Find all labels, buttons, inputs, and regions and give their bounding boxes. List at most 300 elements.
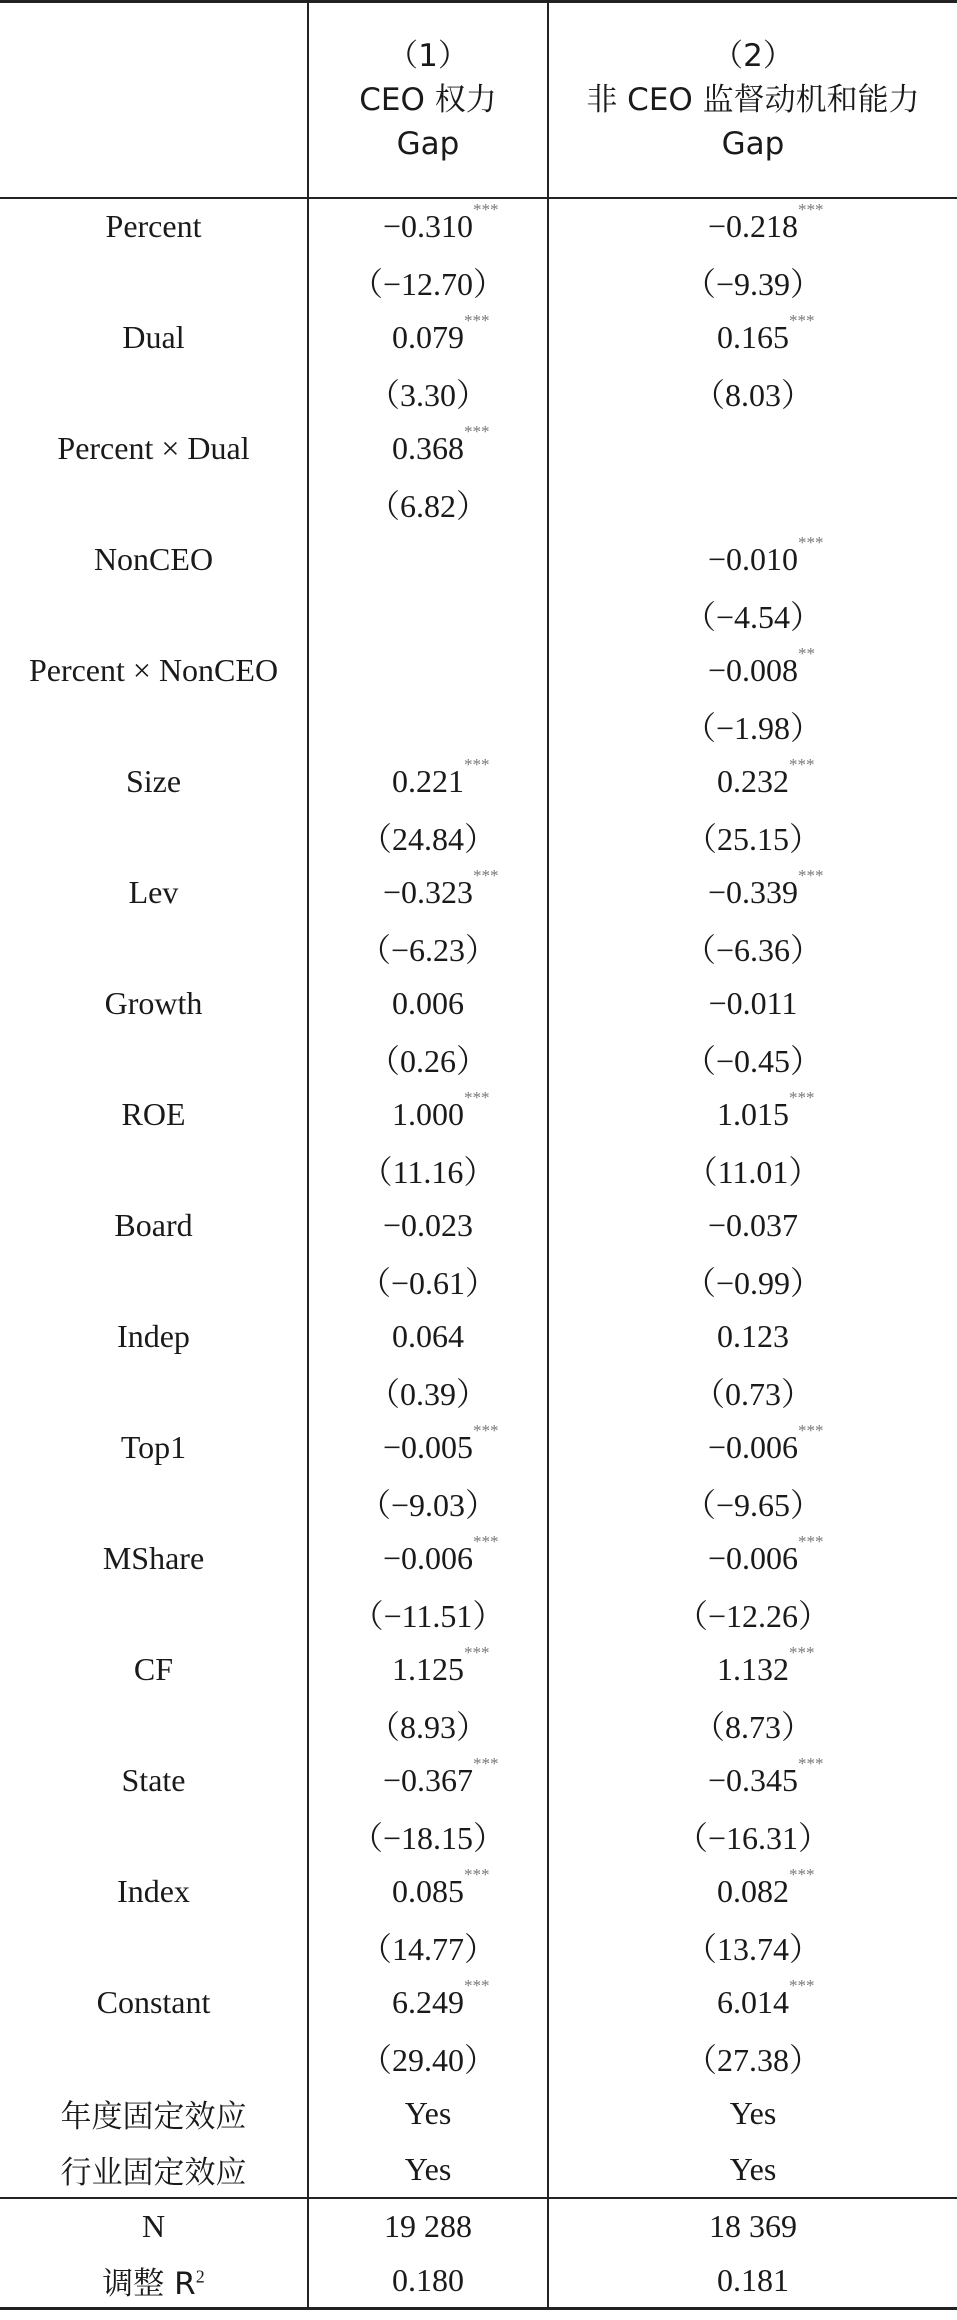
row-c1-cell	[308, 2142, 548, 2199]
coefficient-value-wrap	[707, 200, 824, 245]
coefficient-value-wrap	[717, 755, 815, 800]
row-c2-cell	[548, 921, 957, 977]
coefficient-value-wrap	[693, 1702, 813, 1748]
row-c2-cell	[548, 366, 957, 422]
coefficient-value: （−6.23）	[358, 932, 498, 969]
coefficient-value-wrap	[684, 1258, 822, 1304]
table-row	[0, 2086, 957, 2142]
row-label: Percent × NonCEO	[28, 652, 279, 689]
row-c1-cell	[308, 1476, 548, 1532]
table-row	[0, 1587, 957, 1643]
coefficient-value: −0.008	[707, 652, 799, 689]
table-row	[0, 1032, 957, 1088]
row-c2-cell	[548, 1420, 957, 1476]
row-c1-cell	[308, 1975, 548, 2031]
significance-stars: ***	[464, 755, 490, 775]
n-label: N	[0, 2198, 308, 2253]
table-row	[0, 1198, 957, 1254]
significance-stars: ***	[789, 311, 815, 331]
significance-stars: ***	[798, 1421, 824, 1441]
table-row	[0, 1087, 957, 1143]
row-c2-cell	[548, 1920, 957, 1976]
row-label: Growth	[104, 985, 203, 1022]
row-c2-cell	[548, 2142, 957, 2199]
n-col2: 18 369	[548, 2198, 957, 2253]
significance-stars: ***	[798, 866, 824, 886]
table-row	[0, 865, 957, 921]
row-c1-cell	[308, 477, 548, 533]
row-label	[0, 477, 308, 533]
coefficient-value: 6.014	[717, 1984, 789, 2021]
coefficient-value-wrap	[709, 985, 798, 1022]
coefficient-value-wrap	[382, 1532, 499, 1577]
coefficient-value-wrap	[708, 1207, 798, 1244]
coefficient-value: −0.006	[707, 1429, 799, 1466]
significance-stars: ***	[464, 311, 490, 331]
table-row	[0, 699, 957, 755]
coefficient-value-wrap	[360, 814, 496, 860]
coefficient-value: −0.011	[708, 985, 798, 1022]
row-c2-cell	[548, 865, 957, 921]
row-c1-cell	[308, 754, 548, 810]
table-row	[0, 477, 957, 533]
coefficient-value-wrap	[382, 1421, 499, 1466]
coefficient-value-wrap	[405, 2095, 452, 2132]
coefficient-value-wrap	[686, 1147, 821, 1193]
coefficient-value-wrap	[684, 592, 822, 638]
coefficient-value-wrap	[351, 1813, 505, 1859]
coefficient-value: −0.323	[382, 874, 474, 911]
table-row	[0, 1476, 957, 1532]
coefficient-value: （11.01）	[685, 1154, 821, 1191]
coefficient-value: 0.006	[392, 985, 464, 1022]
coefficient-value: −0.010	[707, 541, 799, 578]
coefficient-value-wrap	[392, 1088, 490, 1133]
coefficient-value: （−4.54）	[683, 599, 823, 636]
coefficient-value-wrap	[707, 1532, 824, 1577]
significance-stars: ***	[789, 1643, 815, 1663]
coefficient-value: （−12.70）	[350, 266, 506, 303]
coefficient-value: 0.085	[392, 1873, 464, 1910]
significance-stars: ***	[473, 1754, 499, 1774]
coefficient-value: −0.310	[382, 208, 474, 245]
row-c1-cell	[308, 810, 548, 866]
row-c1-cell	[308, 1587, 548, 1643]
coefficient-value: −0.023	[382, 1207, 474, 1244]
coefficient-value: （24.84）	[359, 821, 496, 858]
header-col1	[308, 2, 548, 199]
row-label: 年度固定效应	[60, 2099, 247, 2136]
row-c1-cell	[308, 1809, 548, 1865]
table-row	[0, 588, 957, 644]
row-c2-cell	[548, 1365, 957, 1421]
coefficient-value-wrap	[684, 925, 822, 971]
row-c1-cell	[308, 198, 548, 255]
coefficient-value-wrap	[685, 814, 821, 860]
coefficient-value-wrap	[685, 1924, 821, 1970]
row-c2-cell	[548, 1642, 957, 1698]
row-c1-cell	[308, 1642, 548, 1698]
coefficient-value-wrap	[717, 311, 815, 356]
coefficient-value: （8.93）	[367, 1709, 488, 1746]
coefficient-value-wrap	[359, 1480, 497, 1526]
table-row	[0, 2031, 957, 2087]
row-c2-cell	[548, 255, 957, 311]
significance-stars: ***	[798, 1532, 824, 1552]
col1-title: CEO 权力	[359, 82, 497, 118]
coefficient-value-wrap	[392, 1318, 464, 1355]
coefficient-value: 0.165	[717, 319, 789, 356]
row-c1-cell	[308, 588, 548, 644]
table-row	[0, 1809, 957, 1865]
row-c2-cell	[548, 1531, 957, 1587]
row-c1-cell	[308, 366, 548, 422]
row-c2-cell	[548, 1587, 957, 1643]
row-label	[0, 921, 308, 977]
coefficient-value: （8.73）	[692, 1709, 813, 1746]
table-row	[0, 754, 957, 810]
table-row	[0, 1920, 957, 1976]
row-label: CF	[133, 1651, 174, 1688]
row-label: Indep	[117, 1318, 190, 1355]
table-row	[0, 366, 957, 422]
adj-r2-row	[0, 2253, 957, 2309]
table-row	[0, 921, 957, 977]
row-c1-cell	[308, 2086, 548, 2142]
coefficient-value: −0.339	[707, 874, 799, 911]
row-c2-cell	[548, 643, 957, 699]
coefficient-value-wrap	[717, 1865, 815, 1910]
row-label	[0, 588, 308, 644]
row-label: 行业固定效应	[60, 2154, 247, 2191]
row-c1-cell	[308, 1143, 548, 1199]
row-c1-cell	[308, 1198, 548, 1254]
coefficient-value-wrap	[359, 925, 497, 971]
row-label: Top1	[120, 1429, 187, 1466]
coefficient-value: 0.082	[717, 1873, 789, 1910]
coefficient-value-wrap	[368, 1369, 488, 1415]
coefficient-value: 1.015	[717, 1096, 789, 1133]
table-body	[0, 198, 957, 2198]
row-c2-cell	[548, 477, 957, 533]
coefficient-value-wrap	[392, 1976, 490, 2021]
coefficient-value-wrap	[392, 311, 490, 356]
coefficient-value-wrap	[382, 1754, 499, 1799]
coefficient-value-wrap	[684, 259, 822, 305]
coefficient-value: （3.30）	[367, 377, 488, 414]
coefficient-value-wrap	[392, 755, 490, 800]
table-row	[0, 1254, 957, 1310]
significance-stars: ***	[464, 1088, 490, 1108]
significance-stars: ***	[798, 200, 824, 220]
row-label	[0, 810, 308, 866]
row-label	[0, 699, 308, 755]
row-c1-cell	[308, 699, 548, 755]
coefficient-value-wrap	[707, 644, 816, 689]
row-c2-cell	[548, 1809, 957, 1865]
row-label	[0, 1698, 308, 1754]
row-c2-cell	[548, 421, 957, 477]
row-label	[0, 1032, 308, 1088]
coefficient-value-wrap	[707, 866, 824, 911]
table-row	[0, 2142, 957, 2199]
significance-stars: ***	[473, 1532, 499, 1552]
row-c1-cell	[308, 1753, 548, 1809]
coefficient-value-wrap	[351, 259, 505, 305]
significance-stars: ***	[798, 533, 824, 553]
row-c1-cell	[308, 1365, 548, 1421]
coefficient-value: （6.82）	[367, 488, 488, 525]
coefficient-value: −0.345	[707, 1762, 799, 1799]
adj-r2-col1: 0.180	[308, 2253, 548, 2309]
row-c1-cell	[308, 1864, 548, 1920]
significance-stars: **	[798, 644, 816, 664]
adj-r2-label-text: 调整 R	[102, 2265, 196, 2302]
row-label	[0, 255, 308, 311]
row-c2-cell	[548, 976, 957, 1032]
row-c2-cell	[548, 198, 957, 255]
coefficient-value-wrap	[392, 1865, 490, 1910]
row-c1-cell	[308, 421, 548, 477]
significance-stars: ***	[798, 1754, 824, 1774]
coefficient-value: （14.77）	[359, 1931, 496, 1968]
coefficient-value-wrap	[405, 2151, 452, 2188]
coefficient-value-wrap	[360, 1924, 496, 1970]
significance-stars: ***	[464, 1865, 490, 1885]
coefficient-value-wrap	[730, 2151, 777, 2188]
row-c1-cell	[308, 865, 548, 921]
row-c1-cell	[308, 532, 548, 588]
coefficient-value-wrap	[684, 1480, 822, 1526]
coefficient-value-wrap	[392, 422, 490, 467]
coefficient-value-wrap	[382, 866, 499, 911]
header-row	[0, 2, 957, 199]
row-label: ROE	[121, 1096, 186, 1133]
coefficient-value: Yes	[729, 2150, 777, 2187]
coefficient-value-wrap	[717, 1643, 815, 1688]
row-c2-cell	[548, 1975, 957, 2031]
coefficient-value-wrap	[685, 2035, 821, 2081]
row-c2-cell	[548, 1476, 957, 1532]
row-label: Size	[125, 763, 182, 800]
row-label	[0, 1809, 308, 1865]
table-row	[0, 1975, 957, 2031]
coefficient-value-wrap	[707, 533, 824, 578]
coefficient-value: Yes	[404, 2095, 452, 2132]
coefficient-value: （−16.31）	[675, 1820, 831, 1857]
row-c1-cell	[308, 2031, 548, 2087]
row-label: Dual	[122, 319, 185, 356]
row-c1-cell	[308, 1920, 548, 1976]
coefficient-value: 1.132	[717, 1651, 789, 1688]
coefficient-value: （8.03）	[692, 377, 813, 414]
row-c2-cell	[548, 1309, 957, 1365]
row-c2-cell	[548, 1087, 957, 1143]
coefficient-value: 0.368	[392, 430, 464, 467]
coefficient-value-wrap	[693, 1369, 813, 1415]
row-c1-cell	[308, 976, 548, 1032]
coefficient-value: Yes	[404, 2150, 452, 2187]
header-empty-cell	[0, 2, 308, 199]
coefficient-value: （−0.99）	[683, 1265, 823, 1302]
row-c1-cell	[308, 310, 548, 366]
table-row	[0, 1642, 957, 1698]
adj-r2-col2: 0.181	[548, 2253, 957, 2309]
coefficient-value-wrap	[730, 2095, 777, 2132]
col1-number: （1）	[387, 38, 469, 74]
coefficient-value: −0.367	[382, 1762, 474, 1799]
row-label: Index	[117, 1873, 190, 1910]
row-c2-cell	[548, 1143, 957, 1199]
row-c2-cell	[548, 1864, 957, 1920]
coefficient-value-wrap	[392, 1643, 490, 1688]
coefficient-value: （11.16）	[360, 1154, 496, 1191]
coefficient-value-wrap	[359, 1258, 497, 1304]
row-label: Constant	[96, 1984, 211, 2021]
coefficient-value: 6.249	[392, 1984, 464, 2021]
row-c1-cell	[308, 1420, 548, 1476]
coefficient-value: −0.006	[382, 1540, 474, 1577]
coefficient-value: （−6.36）	[683, 932, 823, 969]
row-c1-cell	[308, 921, 548, 977]
coefficient-value-wrap	[360, 2035, 496, 2081]
coefficient-value-wrap	[392, 985, 464, 1022]
coefficient-value-wrap	[368, 370, 488, 416]
coefficient-value-wrap	[693, 370, 813, 416]
table-row	[0, 643, 957, 699]
row-c1-cell	[308, 1032, 548, 1088]
row-label: Percent × Dual	[57, 430, 250, 467]
row-c1-cell	[308, 255, 548, 311]
table-row	[0, 976, 957, 1032]
coefficient-value: （0.26）	[367, 1043, 488, 1080]
col2-title: 非 CEO 监督动机和能力	[586, 82, 920, 118]
coefficient-value: 0.079	[392, 319, 464, 356]
row-c2-cell	[548, 310, 957, 366]
significance-stars: ***	[789, 1976, 815, 1996]
n-col1: 19 288	[308, 2198, 548, 2253]
row-c2-cell	[548, 1198, 957, 1254]
coefficient-value-wrap	[368, 1036, 488, 1082]
row-c2-cell	[548, 2086, 957, 2142]
significance-stars: ***	[473, 866, 499, 886]
coefficient-value: （−18.15）	[350, 1820, 506, 1857]
table-row	[0, 310, 957, 366]
adj-r2-label	[0, 2253, 308, 2309]
coefficient-value-wrap	[676, 1813, 830, 1859]
coefficient-value: −0.218	[707, 208, 799, 245]
coefficient-value-wrap	[352, 1591, 505, 1637]
significance-stars: ***	[464, 422, 490, 442]
coefficient-value: Yes	[729, 2095, 777, 2132]
coefficient-value-wrap	[676, 1591, 830, 1637]
significance-stars: ***	[789, 1865, 815, 1885]
coefficient-value: （−9.39）	[683, 266, 823, 303]
table-row	[0, 1365, 957, 1421]
col2-number: （2）	[712, 38, 794, 74]
coefficient-value: 0.221	[392, 763, 464, 800]
row-label: MShare	[102, 1540, 205, 1577]
coefficient-value: −0.005	[382, 1429, 474, 1466]
coefficient-value: （29.40）	[359, 2042, 496, 2079]
table-row	[0, 255, 957, 311]
row-label	[0, 1587, 308, 1643]
coefficient-value: 0.232	[717, 763, 789, 800]
coefficient-value-wrap	[368, 481, 488, 527]
row-label: Lev	[128, 874, 179, 911]
coefficient-value-wrap	[368, 1702, 488, 1748]
col1-dependent-var: Gap	[396, 126, 460, 162]
coefficient-value: （0.39）	[367, 1376, 488, 1413]
col2-dependent-var: Gap	[721, 126, 785, 162]
coefficient-value-wrap	[382, 200, 499, 245]
row-label: Board	[114, 1207, 193, 1244]
significance-stars: ***	[473, 200, 499, 220]
coefficient-value: 0.123	[717, 1318, 789, 1355]
coefficient-value: （0.73）	[692, 1376, 813, 1413]
table-row	[0, 1698, 957, 1754]
coefficient-value: （−9.65）	[683, 1487, 823, 1524]
coefficient-value: （−0.61）	[358, 1265, 498, 1302]
coefficient-value: （−11.51）	[351, 1598, 505, 1635]
row-c1-cell	[308, 1087, 548, 1143]
row-label	[0, 2031, 308, 2087]
coefficient-value: 1.125	[392, 1651, 464, 1688]
coefficient-value-wrap	[383, 1207, 473, 1244]
table-footer	[0, 2198, 957, 2309]
row-c2-cell	[548, 2031, 957, 2087]
coefficient-value: （−0.45）	[683, 1043, 823, 1080]
significance-stars: ***	[464, 1643, 490, 1663]
coefficient-value: （27.38）	[684, 2042, 821, 2079]
row-c1-cell	[308, 1698, 548, 1754]
coefficient-value: （−12.26）	[675, 1598, 831, 1635]
coefficient-value: 0.064	[392, 1318, 464, 1355]
coefficient-value: （13.74）	[684, 1931, 821, 1968]
row-label	[0, 1920, 308, 1976]
table-row	[0, 532, 957, 588]
row-c2-cell	[548, 699, 957, 755]
row-c2-cell	[548, 1254, 957, 1310]
row-label: State	[121, 1762, 186, 1799]
table-row	[0, 1531, 957, 1587]
row-label	[0, 1476, 308, 1532]
row-c2-cell	[548, 532, 957, 588]
row-label	[0, 1143, 308, 1199]
coefficient-value-wrap	[707, 1421, 824, 1466]
table-row	[0, 1864, 957, 1920]
table-row	[0, 1753, 957, 1809]
row-c1-cell	[308, 1254, 548, 1310]
coefficient-value: （−1.98）	[683, 710, 823, 747]
row-c1-cell	[308, 1531, 548, 1587]
header-col2	[548, 2, 957, 199]
coefficient-value-wrap	[707, 1754, 824, 1799]
row-c1-cell	[308, 1309, 548, 1365]
n-row	[0, 2198, 957, 2253]
row-c2-cell	[548, 1032, 957, 1088]
row-c2-cell	[548, 810, 957, 866]
coefficient-value: （−9.03）	[358, 1487, 498, 1524]
row-label	[0, 1254, 308, 1310]
coefficient-value-wrap	[717, 1318, 789, 1355]
coefficient-value-wrap	[684, 1036, 822, 1082]
adj-r2-superscript: 2	[195, 2265, 205, 2286]
coefficient-value-wrap	[684, 703, 822, 749]
coefficient-value: −0.006	[707, 1540, 799, 1577]
significance-stars: ***	[464, 1976, 490, 1996]
coefficient-value-wrap	[717, 1088, 815, 1133]
